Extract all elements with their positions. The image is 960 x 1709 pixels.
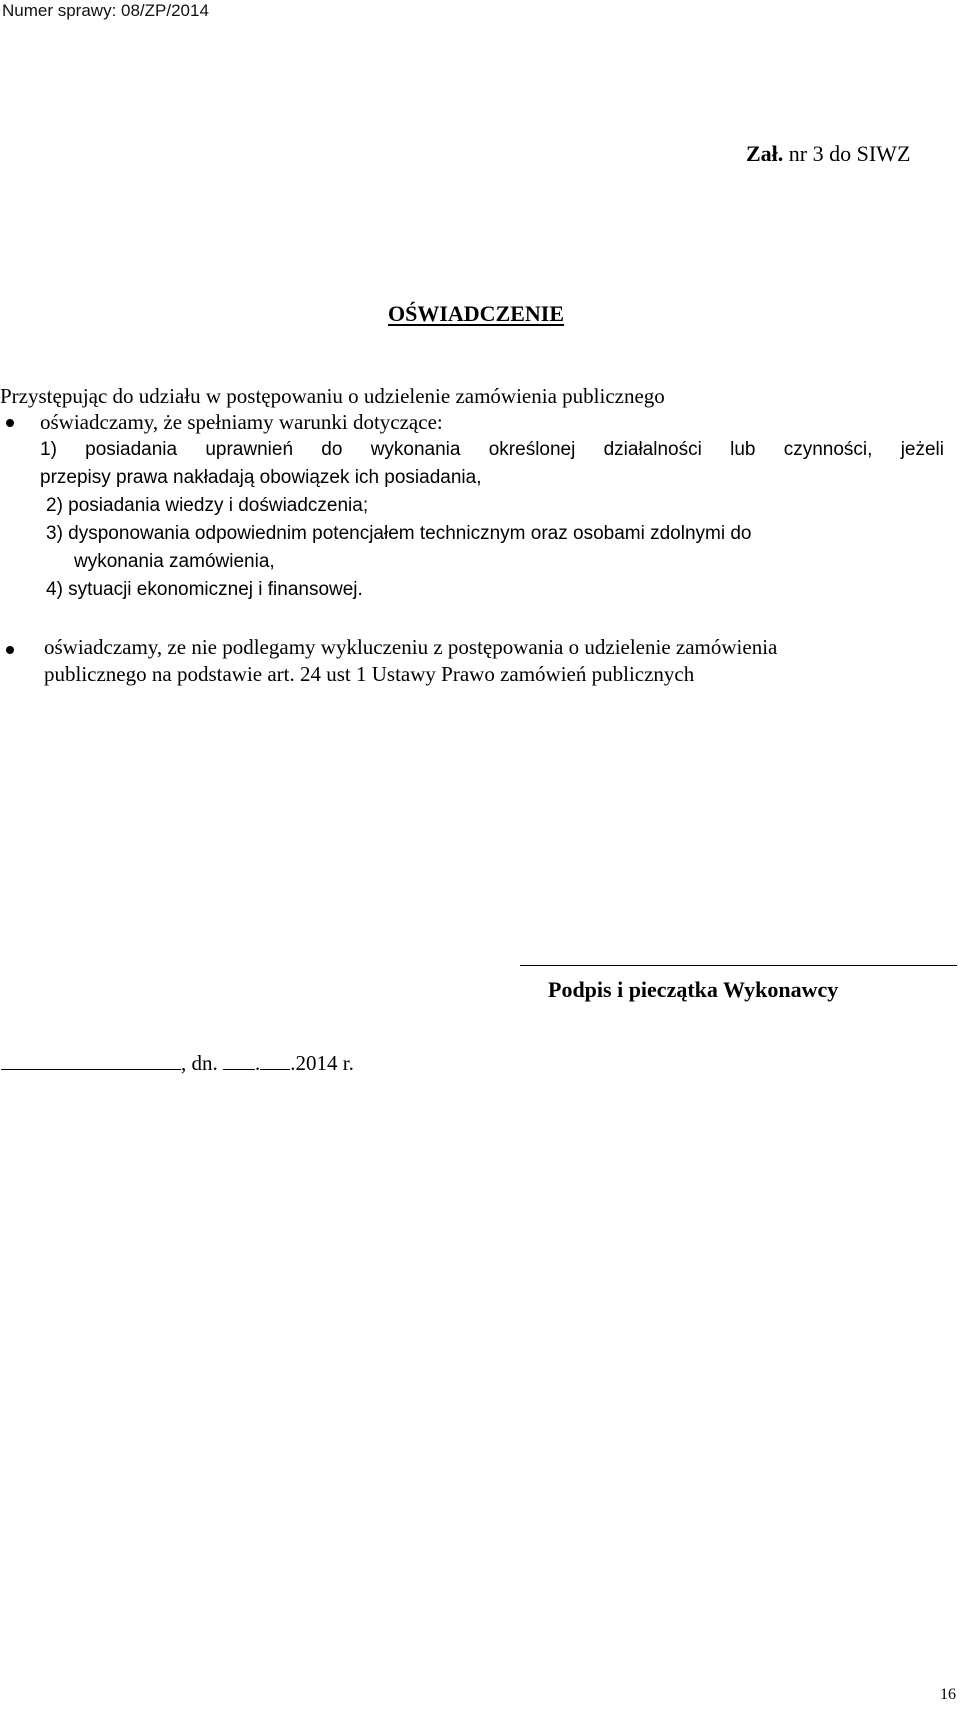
signature-line bbox=[520, 965, 957, 966]
date-prefix: , dn. bbox=[181, 1051, 223, 1075]
bullet1-lead: oświadczamy, że spełniamy warunki dotyczące: bbox=[40, 410, 443, 434]
month-blank bbox=[260, 1049, 290, 1070]
bullet2-line2: publicznego na podstawie art. 24 ust 1 Ustawy Prawo zamówień publicznych bbox=[44, 662, 695, 686]
bullet-dot bbox=[6, 646, 14, 654]
place-blank bbox=[1, 1049, 181, 1070]
date-separator: . bbox=[255, 1051, 261, 1075]
place-date-line bbox=[1, 1049, 354, 1077]
annex-prefix: Zał. bbox=[746, 141, 784, 166]
annex-rest: nr 3 do SIWZ bbox=[783, 141, 911, 166]
bullet-dot bbox=[6, 419, 14, 427]
condition-4: 4) sytuacji ekonomicznej i finansowej. bbox=[46, 579, 363, 600]
annex-heading bbox=[746, 140, 910, 168]
intro-text: Przystępując do udziału w postępowaniu o udzielenie zamówienia publicznego bbox=[0, 384, 665, 408]
condition-2: 2) posiadania wiedzy i doświadczenia; bbox=[46, 495, 369, 516]
page-number: 16 bbox=[940, 1686, 956, 1703]
document-title: OŚWIADCZENIE bbox=[388, 301, 565, 326]
condition-1-line2: przepisy prawa nakładają obowiązek ich posiadania, bbox=[40, 467, 482, 488]
bullet2-line1: oświadczamy, ze nie podlegamy wykluczeniu z postępowania o udzielenie zamówienia bbox=[44, 635, 778, 659]
condition-3-line1: 3) dysponowania odpowiednim potencjałem technicznym oraz osobami zdolnymi do bbox=[46, 523, 752, 544]
day-blank bbox=[223, 1049, 255, 1070]
signature-label: Podpis i pieczątka Wykonawcy bbox=[548, 977, 839, 1002]
case-number: Numer sprawy: 08/ZP/2014 bbox=[2, 1, 209, 20]
condition-3-line2: wykonania zamówienia, bbox=[74, 551, 275, 572]
condition-1-line1: 1) posiadania uprawnień do wykonania określonej działalności lub czynności, jeżeli bbox=[40, 439, 944, 460]
date-year: .2014 r. bbox=[290, 1051, 354, 1075]
